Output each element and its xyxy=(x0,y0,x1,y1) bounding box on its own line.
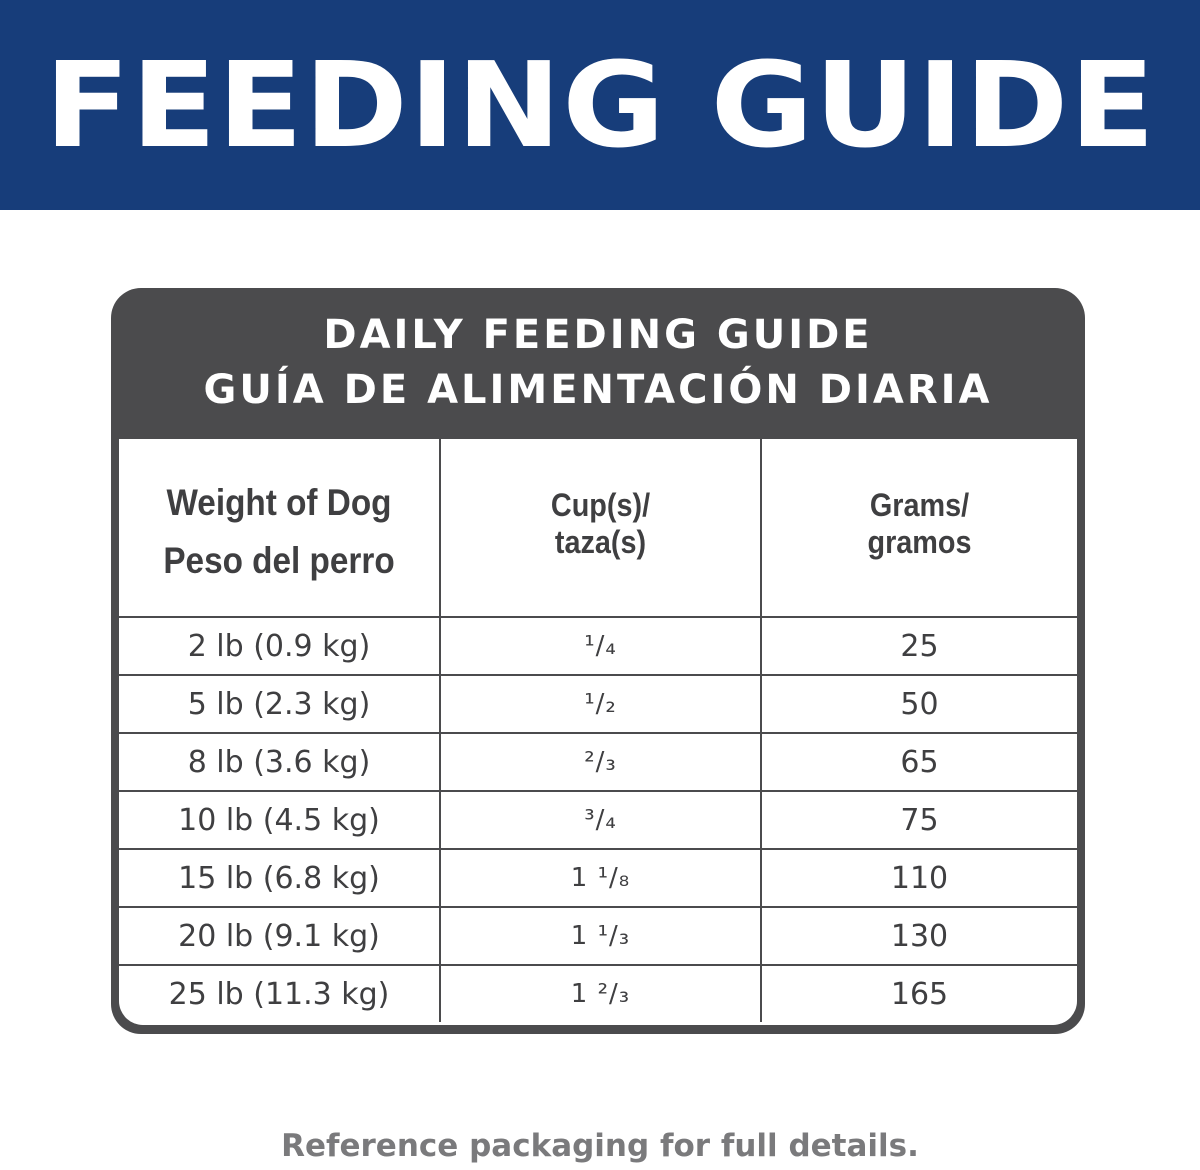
page-title: FEEDING GUIDE xyxy=(44,36,1156,174)
header-cups-en: Cup(s)/ xyxy=(550,487,651,523)
table-row xyxy=(119,733,1077,791)
grams-cell: 25 xyxy=(761,617,1077,675)
header-cups xyxy=(440,439,761,617)
cups-cell: ¹/₂ xyxy=(440,675,761,733)
table-row xyxy=(119,907,1077,965)
header-weight-es: Peso del perro xyxy=(163,540,395,581)
header-weight-en: Weight of Dog xyxy=(166,482,392,523)
grams-cell: 130 xyxy=(761,907,1077,965)
table-row xyxy=(119,965,1077,1022)
header-grams xyxy=(761,439,1077,617)
cups-cell: ³/₄ xyxy=(440,791,761,849)
weight-cell: 8 lb (3.6 kg) xyxy=(119,733,440,791)
header-banner xyxy=(0,0,1200,210)
feeding-table xyxy=(119,439,1077,1022)
grams-cell: 165 xyxy=(761,965,1077,1022)
header-cups-es: taza(s) xyxy=(554,524,647,560)
weight-cell: 2 lb (0.9 kg) xyxy=(187,628,371,664)
panel-title xyxy=(111,288,1085,438)
table-row xyxy=(119,675,1077,733)
cups-cell: 1 ¹/₃ xyxy=(440,907,761,965)
cups-cell: 1 ²/₃ xyxy=(440,965,761,1022)
weight-cell: 10 lb (4.5 kg) xyxy=(119,791,440,849)
weight-cell: 20 lb (9.1 kg) xyxy=(119,907,440,965)
feeding-guide-panel xyxy=(111,288,1085,1034)
table-row xyxy=(119,791,1077,849)
weight-cell: 5 lb (2.3 kg) xyxy=(119,675,440,733)
cups-cell: ²/₃ xyxy=(440,733,761,791)
grams-cell: 65 xyxy=(761,733,1077,791)
table-header-row xyxy=(119,439,1077,617)
grams-cell: 50 xyxy=(761,675,1077,733)
grams-cell: 75 xyxy=(761,791,1077,849)
footer-note: Reference packaging for full details. xyxy=(281,1128,919,1164)
weight-cell: 15 lb (6.8 kg) xyxy=(119,849,440,907)
weight-cell: 25 lb (11.3 kg) xyxy=(119,965,440,1022)
feeding-table-container xyxy=(119,439,1077,1025)
table-row xyxy=(119,849,1077,907)
panel-title-spanish: GUÍA DE ALIMENTACIÓN DIARIA xyxy=(203,367,993,413)
cups-cell: 1 ¹/₈ xyxy=(440,849,761,907)
header-grams-es: gramos xyxy=(867,524,972,560)
panel-title-english: DAILY FEEDING GUIDE xyxy=(323,312,873,358)
grams-cell: 110 xyxy=(761,849,1077,907)
table-row xyxy=(119,617,1077,675)
header-grams-en: Grams/ xyxy=(869,487,970,523)
cups-cell: ¹/₄ xyxy=(440,617,761,675)
header-weight xyxy=(119,439,440,617)
